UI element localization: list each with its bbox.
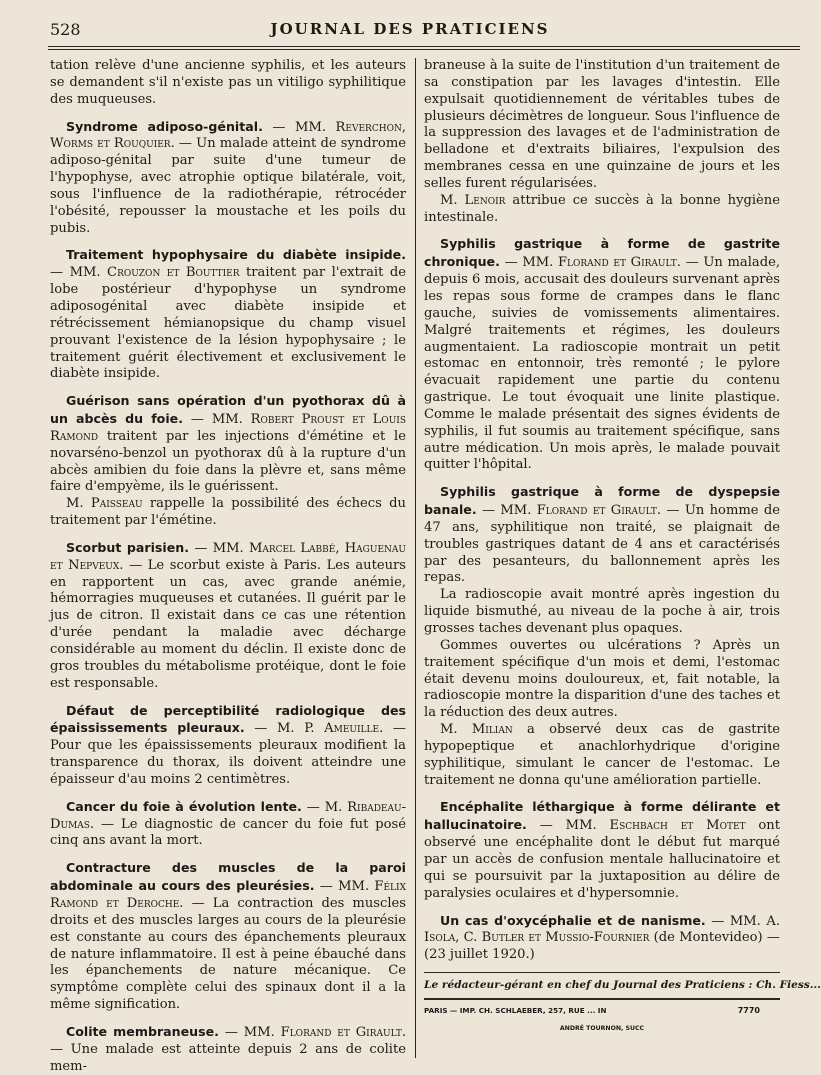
section-authors: — M. P. Ameuille. [254, 721, 384, 737]
section-oxycephalie [424, 913, 780, 965]
footer-printer-text: PARIS — IMP. CH. SCHLAEBER, 257, RUE ... IN [424, 1005, 607, 1015]
section-scorbut-parisien [50, 540, 406, 693]
section-title: Un cas d'oxycéphalie et de nanisme. [440, 912, 706, 928]
section-cancer-du-foie [50, 799, 406, 851]
footer-rule [424, 972, 780, 973]
section-text: attribue ce succès à la bonne hygiène intestinale. [424, 192, 780, 225]
section-paragraph: Gommes ouvertes ou ulcérations ? Après un traitement spécifique d'un mois et demi, l'estomac était devenu moins douloureux, et, fait notable, la radioscopie montre la disparition d'une des taches et la réduction des deux autres. [424, 637, 780, 721]
section-syndrome-adiposo-genital [50, 119, 406, 238]
right-column [424, 58, 821, 1038]
section-authors: — MM. Eschbach et Motet [539, 818, 746, 834]
section-authors: — MM. Crouzon et Bouttier [50, 265, 240, 281]
section-authors: M. Paisseau [66, 496, 143, 512]
section-title: Encéphalite léthargique à forme délirante et hallucinatoire. [424, 799, 780, 833]
section-title: Guérison sans opération d'un pyothorax dû à un abcès du foie. [50, 393, 406, 427]
section-title: Syphilis gastrique à forme de dyspepsie banale. [424, 484, 780, 518]
page-number: 528 [50, 20, 81, 39]
section-title: Colite membraneuse. [66, 1023, 219, 1039]
footer-successor-line: ANDRÉ TOURNON, SUCC [559, 1024, 645, 1032]
section-title: Cancer du foie à évolution lente. [66, 798, 302, 814]
section-defaut-perceptibilite [50, 703, 406, 789]
section-authors: — MM. Florand et Girault. [504, 255, 681, 271]
section-encephalite [424, 799, 780, 902]
section-text: traitent par l'extrait de lobe postérieur d'hypophyse un syndrome adiposogénital avec diabète insipide et rétrécissement hémianopsique du champ visuel prouvant l'existence de la lésion hypophysaire ; le traitement guérit électivement et exclusivement le diabète insipide. [50, 265, 406, 382]
section-text: — Pour que les épaississements pleuraux modifient la transparence du thorax, ils doivent atteindre une épaisseur d'au moins 2 centimètres. [50, 721, 406, 787]
journal-title: JOURNAL DES PRATICIENS [270, 20, 550, 38]
section-text: traitent par les injections d'émétine et le novarséno-benzol un pyothorax dû à la rupture d'un abcès amibien du foie dans la plèvre et, sans même faire d'empyème, ils le guérissent. [50, 428, 406, 495]
section-text: a observé deux cas de gastrite hypopeptique et anachlorhydrique d'origine syphilitique, simulant le cancer de l'estomac. Le traitement ne donna qu'une amélioration partielle. [424, 722, 780, 788]
section-title: Contracture des muscles de la paroi abdominale au cours des pleurésies. [50, 860, 406, 894]
section-title: Traitement hypophysaire du diabète insipide. [66, 247, 406, 263]
section-text: — La contraction des muscles droits et des muscles larges au cours de la pleurésie est constante au cours des épanchements pleuraux de nature inflammatoire. Il est à peine ébauché dans les épanchements de nature mécanique. Ce symptôme complète celui des spinaux dont il a la même signification. [50, 895, 406, 1013]
continued-paragraph: braneuse à la suite de l'institution d'un traitement de sa constipation par les lavages d'intestin. Elle expulsait quotidiennement de véritables tubes de plusieurs décimètres de longueur. Sous l'influence de la suppression des lavages et de l'administration de belladone et d'extraits biliaires, l'expulsion des membranes cessa en une quinzaine de jours et les selles furent régularisées. [424, 58, 780, 191]
page-header [50, 18, 770, 44]
section-guerison-pyothorax [50, 393, 406, 530]
section-authors: — MM. Marcel Labbé, Haguenau et Nepveux. [50, 540, 406, 573]
header-rule-2 [48, 49, 800, 50]
page-footer [424, 972, 821, 1038]
section-authors: — MM. Reverchon, Worms et Rouquier. [50, 119, 406, 152]
header-rule [48, 46, 800, 47]
footer-print-number: 7770 [737, 1005, 760, 1015]
section-authors: — MM. Robert Proust et Louis Ramond [50, 412, 406, 444]
section-text: — Un malade, depuis 6 mois, accusait des douleurs survenant après les repas sous forme de crampes dans le flanc gauche, suivies de vomissements alimentaires. Malgré traitements et régimes, les douleurs augmentaient. La radioscopie montrait un petit estomac en entonnoir, très remonté ; le pylore évacuait rapidement une partie du contenu gastrique. Le tout évoquait une linite plastique. Comme le malade présentait des signes évidents de syphilis, il fut soumis au traitement spécifique, sans autre médication. Un mois après, le malade pouvait quitter l'hôpital. [424, 255, 780, 473]
section-title: Syphilis gastrique à forme de gastrite chronique. [424, 236, 780, 270]
section-colite-continued [424, 58, 780, 226]
left-column [50, 58, 406, 1075]
section-authors: M. Milian [440, 722, 513, 738]
section-text: ont observé une encéphalite dont le début fut marqué par un accès de confusion mentale hallucinatoire et qui se poursuivit par la juxtaposition au délire de paralysies oculaires et d'hypersomnie. [424, 818, 780, 901]
section-title: Scorbut parisien. [66, 539, 190, 555]
section-authors: — MM. A. Isola, C. Butler et Mussio-Fournier [424, 913, 780, 946]
section-text: — Le scorbut existe à Paris. Les auteurs en rapportent un cas, avec grande anémie, hémorragies muqueuses et cutanées. Il guérit par le jus de citron. Il existait dans ce cas une rétention d'urée pendant la maladie avec décharge considérable au moment du déclin. Il existe donc de gros troubles du métabolisme protéique, dont le foie est responsable. [50, 557, 406, 691]
section-authors: — MM. Florand et Girault. [224, 1024, 406, 1040]
section-text: (de Montevideo) — (23 juillet 1920.) [424, 930, 780, 963]
section-title: Défaut de perceptibilité radiologique des épaississements pleuraux. [50, 702, 406, 736]
section-text: — Le diagnostic de cancer du foie fut posé cinq ans avant la mort. [50, 816, 406, 849]
footer-printer-line [424, 1003, 780, 1020]
section-text: — Un homme de 47 ans, syphilitique non traité, se plaignait de troubles gastriques datant de 4 ans et caractérisés par des pesanteurs, du ballonnement après les repas. [424, 503, 780, 586]
section-authors: — MM. Florand et Girault. [481, 503, 662, 519]
section-text: — Un malade atteint de syndrome adiposo-génital par suite d'une tumeur de l'hypophyse, avec atrophie optique bilatérale, voit, sous l'influence de la radiothérapie, rétrocéder l'obésité, repousser la moustache et les poils du pubis. [50, 136, 406, 236]
footer-editor-line: Le rédacteur-gérant en chef du Journal des Praticiens : Ch. Fiess... [424, 979, 821, 992]
section-authors: — MM. Félix Ramond et Deroche. [50, 879, 406, 911]
section-colite-membraneuse [50, 1024, 406, 1075]
section-syphilis-gastrite-chronique [424, 236, 780, 474]
section-syphilis-dyspepsie [424, 484, 780, 789]
section-title: Syndrome adiposo-génital. [66, 118, 263, 134]
section-authors: M. Lenoir [440, 192, 506, 208]
footer-rule-2 [424, 998, 780, 1000]
continued-paragraph: tation relève d'une ancienne syphilis, et les auteurs se demandent s'il n'existe pas un vitiligo syphilitique des muqueuses. [50, 58, 406, 107]
section-contracture-muscles [50, 860, 406, 1014]
section-traitement-hypophysaire [50, 247, 406, 383]
section-paragraph: La radioscopie avait montré après ingestion du liquide bismuthé, au niveau de la poche à air, trois grosses taches devenant plus opaques. [424, 587, 780, 636]
section-authors: — M. Ribadeau-Dumas. [50, 799, 407, 832]
section-text: rappelle la possibilité des échecs du traitement par l'émétine. [50, 496, 406, 529]
column-divider [415, 58, 416, 1058]
section-text: — Une malade est atteinte depuis 2 ans de colite mem- [50, 1041, 406, 1074]
